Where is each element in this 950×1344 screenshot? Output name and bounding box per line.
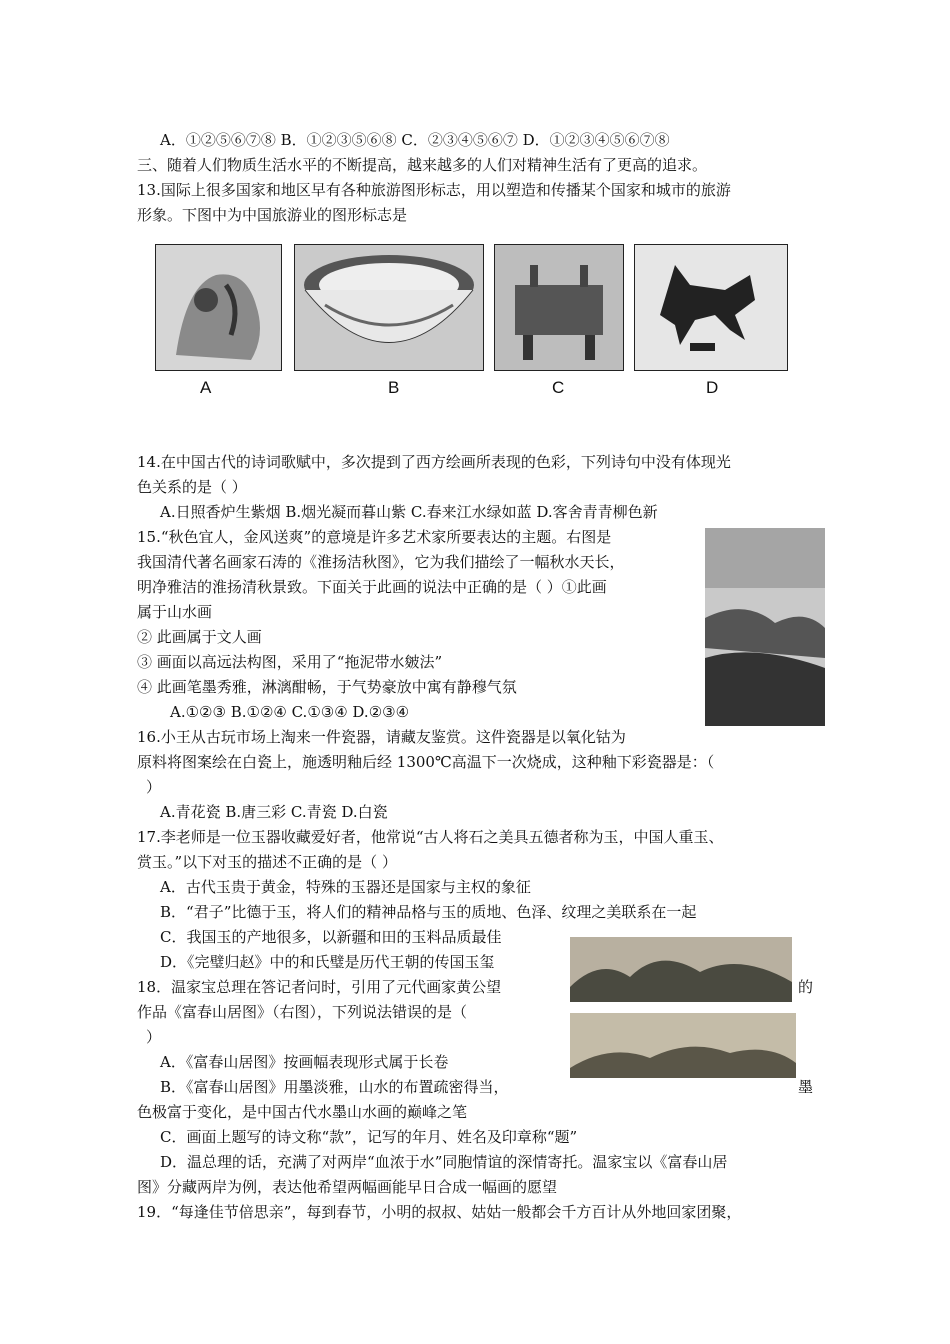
- q15-line1: 15.“秋色宜人，金风送爽”的意境是许多艺术家所要表达的主题。右图是: [137, 528, 612, 546]
- caption-b: B: [388, 378, 400, 397]
- q14-line2: 色关系的是（ ）: [137, 478, 247, 496]
- q18-option-b: B．《富春山居图》用墨淡雅，山水的布置疏密得当，: [160, 1078, 509, 1096]
- q16-line3: ）: [146, 778, 162, 796]
- caption-c: C: [552, 378, 565, 397]
- q17-option-c: C．我国玉的产地很多，以新疆和田的玉料品质最佳: [160, 928, 502, 946]
- image-a-sculpture: [155, 244, 282, 371]
- q18-option-d: D．温总理的话，充满了对两岸“血浓于水”同胞情谊的深情寄托。温家宝以《富春山居: [160, 1153, 728, 1171]
- q18-option-c: C．画面上题写的诗文称“款”，记写的年月、姓名及印章称“题”: [160, 1128, 578, 1146]
- image-b-bowl: [294, 244, 484, 371]
- q16-line2: 原料将图案绘在白瓷上，施透明釉后经 1300℃高温下一次烧成，这种釉下彩瓷器是：（: [137, 753, 715, 771]
- q18-line1-end: 的: [798, 978, 814, 996]
- image-fuchun-upper: [570, 937, 792, 1002]
- caption-d: D: [706, 378, 719, 397]
- q17-option-d: D．《完璧归赵》中的和氏璧是历代王朝的传国玉玺: [160, 953, 495, 971]
- q15-statement-4: ④ 此画笔墨秀雅，淋漓酣畅，于气势豪放中寓有静穆气氛: [137, 678, 517, 696]
- image-huaiyang-autumn-painting: [705, 528, 825, 726]
- q14-line1: 14.在中国古代的诗词歌赋中，多次提到了西方绘画所表现的色彩，下列诗句中没有体现光: [137, 453, 731, 471]
- section-three-heading: 三、随着人们物质生活水平的不断提高，越来越多的人们对精神生活有了更高的追求。: [137, 156, 708, 174]
- image-d-galloping-horse: [634, 244, 788, 371]
- q15-line3: 明净雅洁的淮扬清秋景致。下面关于此画的说法中正确的是（ ）①此画: [137, 578, 607, 596]
- q13-line1: 13.国际上很多国家和地区早有各种旅游图形标志，用以塑造和传播某个国家和城市的旅游: [137, 181, 731, 199]
- caption-a: A: [200, 378, 212, 397]
- q15-line4: 属于山水画: [137, 603, 213, 621]
- q18-option-b-cont: 色极富于变化，是中国古代水墨山水画的巅峰之笔: [137, 1103, 468, 1121]
- q18-line2: 作品《富春山居图》（右图），下列说法错误的是（: [137, 1003, 468, 1021]
- q18-line3: ）: [146, 1028, 162, 1046]
- q12-options: A．①②⑤⑥⑦⑧ B．①②③⑤⑥⑧ C．②③④⑤⑥⑦ D．①②③④⑤⑥⑦⑧: [160, 131, 670, 149]
- q19-line1: 19．“每逢佳节倍思亲”，每到春节，小明的叔叔、姑姑一般都会千方百计从外地回家团聚，: [137, 1203, 742, 1221]
- q15-options: A.①②③ B.①②④ C.①③④ D.②③④: [170, 703, 410, 721]
- q13-line2: 形象。下图中为中国旅游业的图形标志是: [137, 206, 408, 224]
- q17-option-b: B．“君子”比德于玉，将人们的精神品格与玉的质地、色泽、纹理之美联系在一起: [160, 903, 697, 921]
- q18-option-d-cont: 图》分藏两岸为例，表达他希望两幅画能早日合成一幅画的愿望: [137, 1178, 558, 1196]
- q17-line1: 17.李老师是一位玉器收藏爱好者，他常说“古人将石之美具五德者称为玉，中国人重玉、: [137, 828, 724, 846]
- q18-line1: 18．温家宝总理在答记者问时，引用了元代画家黄公望: [137, 978, 502, 996]
- q14-options: A.日照香炉生紫烟 B.烟光凝而暮山紫 C.春来江水绿如蓝 D.客舍青青柳色新: [160, 503, 658, 521]
- image-c-bronze: [494, 244, 624, 371]
- q15-statement-3: ③ 画面以高远法构图，采用了“拖泥带水皴法”: [137, 653, 443, 671]
- q18-option-a: A．《富春山居图》按画幅表现形式属于长卷: [160, 1053, 449, 1071]
- q15-line2: 我国清代著名画家石涛的《淮扬洁秋图》，它为我们描绘了一幅秋水天长，: [137, 553, 625, 571]
- q16-line1: 16.小王从古玩市场上淘来一件瓷器，请藏友鉴赏。这件瓷器是以氧化钴为: [137, 728, 626, 746]
- q15-statement-2: ② 此画属于文人画: [137, 628, 262, 646]
- q18-option-b-end: 墨: [798, 1078, 814, 1096]
- q17-option-a: A．古代玉贵于黄金，特殊的玉器还是国家与主权的象征: [160, 878, 531, 896]
- image-fuchun-lower: [570, 1013, 796, 1078]
- q17-line2: 赏玉。”以下对玉的描述不正确的是（ ）: [137, 853, 397, 871]
- q16-options: A.青花瓷 B.唐三彩 C.青瓷 D.白瓷: [160, 803, 388, 821]
